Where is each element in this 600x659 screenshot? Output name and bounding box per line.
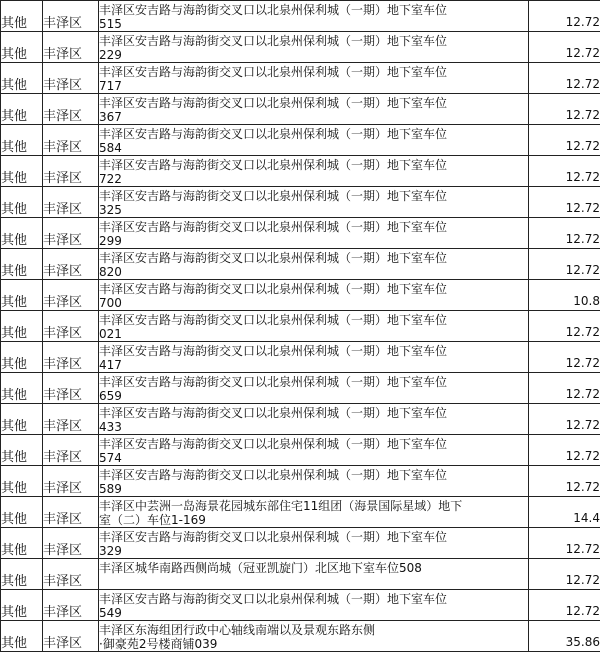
address-line-2: 021 — [99, 327, 122, 341]
type-cell: 其他 — [1, 559, 43, 590]
area-cell — [529, 404, 600, 435]
district-cell: 丰泽区 — [43, 187, 99, 218]
address-line-1: 丰泽区安吉路与海韵街交叉口以北泉州保利城（一期）地下室车位 — [99, 127, 448, 141]
area-value: 12.72 — [565, 387, 600, 401]
table-row — [1, 63, 600, 94]
address-line-2: 433 — [99, 420, 122, 434]
address-cell — [99, 559, 529, 590]
type-cell: 其他 — [1, 125, 43, 156]
district-cell: 丰泽区 — [43, 125, 99, 156]
area-value: 35.86 — [565, 635, 600, 649]
area-cell — [529, 621, 600, 652]
table-row — [1, 311, 600, 342]
table-row — [1, 32, 600, 63]
address-line-1: 丰泽区安吉路与海韵街交叉口以北泉州保利城（一期）地下室车位 — [99, 313, 448, 327]
address-line-1: 丰泽区安吉路与海韵街交叉口以北泉州保利城（一期）地下室车位 — [99, 189, 448, 203]
address-line-2: 820 — [99, 265, 122, 279]
area-cell — [529, 466, 600, 497]
address-line-2: 717 — [99, 79, 122, 93]
type-cell: 其他 — [1, 342, 43, 373]
type-cell: 其他 — [1, 249, 43, 280]
district-cell: 丰泽区 — [43, 590, 99, 621]
address-line-1: 丰泽区安吉路与海韵街交叉口以北泉州保利城（一期）地下室车位 — [99, 375, 448, 389]
area-value: 12.72 — [565, 139, 600, 153]
address-line-1: 丰泽区安吉路与海韵街交叉口以北泉州保利城（一期）地下室车位 — [99, 468, 448, 482]
area-value: 12.72 — [565, 15, 600, 29]
area-cell — [529, 1, 600, 32]
area-value: 12.72 — [565, 170, 600, 184]
address-line-1: 丰泽区城华南路西侧尚城（冠亚凯旋门）北区地下室车位508 — [99, 561, 422, 575]
district-cell: 丰泽区 — [43, 156, 99, 187]
area-cell — [529, 373, 600, 404]
district-cell: 丰泽区 — [43, 621, 99, 652]
table-row — [1, 156, 600, 187]
area-cell — [529, 528, 600, 559]
address-line-1: 丰泽区安吉路与海韵街交叉口以北泉州保利城（一期）地下室车位 — [99, 344, 448, 358]
district-cell: 丰泽区 — [43, 373, 99, 404]
table-body — [1, 1, 600, 652]
address-cell — [99, 187, 529, 218]
address-line-2: 367 — [99, 110, 122, 124]
table-row — [1, 404, 600, 435]
address-line-1: 丰泽区中芸洲一岛海景花园城东部住宅11组团（海景国际星域）地下 — [99, 499, 463, 513]
address-line-1: 丰泽区安吉路与海韵街交叉口以北泉州保利城（一期）地下室车位 — [99, 282, 448, 296]
area-cell — [529, 63, 600, 94]
address-cell — [99, 404, 529, 435]
area-cell — [529, 497, 600, 528]
district-cell: 丰泽区 — [43, 94, 99, 125]
address-line-1: 丰泽区安吉路与海韵街交叉口以北泉州保利城（一期）地下室车位 — [99, 406, 448, 420]
address-line-1: 丰泽区安吉路与海韵街交叉口以北泉州保利城（一期）地下室车位 — [99, 220, 448, 234]
area-value: 12.72 — [565, 604, 600, 618]
address-cell — [99, 280, 529, 311]
district-cell: 丰泽区 — [43, 280, 99, 311]
table-row — [1, 249, 600, 280]
area-cell — [529, 559, 600, 590]
address-line-2: 325 — [99, 203, 122, 217]
address-line-2 — [99, 575, 528, 589]
area-cell — [529, 280, 600, 311]
address-line-2: 584 — [99, 141, 122, 155]
address-line-2: 722 — [99, 172, 122, 186]
address-cell — [99, 63, 529, 94]
address-cell — [99, 435, 529, 466]
type-cell: 其他 — [1, 280, 43, 311]
type-cell: 其他 — [1, 63, 43, 94]
address-line-1: 丰泽区安吉路与海韵街交叉口以北泉州保利城（一期）地下室车位 — [99, 96, 448, 110]
type-cell: 其他 — [1, 590, 43, 621]
type-cell: 其他 — [1, 621, 43, 652]
table-row — [1, 373, 600, 404]
type-cell: 其他 — [1, 187, 43, 218]
area-cell — [529, 311, 600, 342]
area-cell — [529, 187, 600, 218]
table-row — [1, 466, 600, 497]
district-cell: 丰泽区 — [43, 311, 99, 342]
address-cell — [99, 249, 529, 280]
area-cell — [529, 32, 600, 63]
address-line-1: 丰泽区安吉路与海韵街交叉口以北泉州保利城（一期）地下室车位 — [99, 251, 448, 265]
type-cell: 其他 — [1, 311, 43, 342]
address-line-2: 574 — [99, 451, 122, 465]
table-row — [1, 342, 600, 373]
table-row — [1, 280, 600, 311]
address-cell — [99, 94, 529, 125]
type-cell: 其他 — [1, 1, 43, 32]
area-value: 12.72 — [565, 263, 600, 277]
address-line-1: 丰泽区安吉路与海韵街交叉口以北泉州保利城（一期）地下室车位 — [99, 437, 448, 451]
address-cell — [99, 497, 529, 528]
address-line-1: 丰泽区安吉路与海韵街交叉口以北泉州保利城（一期）地下室车位 — [99, 3, 448, 17]
address-line-1: 丰泽区东海组团行政中心轴线南端以及景观东路东侧 — [99, 623, 376, 637]
area-value: 12.72 — [565, 108, 600, 122]
address-line-1: 丰泽区安吉路与海韵街交叉口以北泉州保利城（一期）地下室车位 — [99, 65, 448, 79]
address-cell — [99, 373, 529, 404]
district-cell: 丰泽区 — [43, 404, 99, 435]
address-line-2: ·御豪苑2号楼商铺039 — [99, 637, 218, 651]
address-line-1: 丰泽区安吉路与海韵街交叉口以北泉州保利城（一期）地下室车位 — [99, 158, 448, 172]
table-row — [1, 528, 600, 559]
area-cell — [529, 590, 600, 621]
address-cell — [99, 466, 529, 497]
address-cell — [99, 156, 529, 187]
address-line-2: 659 — [99, 389, 122, 403]
address-line-1: 丰泽区安吉路与海韵街交叉口以北泉州保利城（一期）地下室车位 — [99, 34, 448, 48]
type-cell: 其他 — [1, 435, 43, 466]
type-cell: 其他 — [1, 466, 43, 497]
address-cell — [99, 528, 529, 559]
district-cell: 丰泽区 — [43, 1, 99, 32]
address-line-1: 丰泽区安吉路与海韵街交叉口以北泉州保利城（一期）地下室车位 — [99, 530, 448, 544]
area-value: 12.72 — [565, 232, 600, 246]
table-row — [1, 94, 600, 125]
type-cell: 其他 — [1, 497, 43, 528]
address-cell — [99, 342, 529, 373]
table-row — [1, 559, 600, 590]
district-cell: 丰泽区 — [43, 528, 99, 559]
address-line-2: 549 — [99, 606, 122, 620]
area-value: 12.72 — [565, 480, 600, 494]
area-value: 14.4 — [573, 511, 600, 525]
area-value: 12.72 — [565, 77, 600, 91]
address-line-1: 丰泽区安吉路与海韵街交叉口以北泉州保利城（一期）地下室车位 — [99, 592, 448, 606]
address-cell — [99, 590, 529, 621]
area-cell — [529, 249, 600, 280]
address-cell — [99, 125, 529, 156]
area-value: 12.72 — [565, 325, 600, 339]
address-cell — [99, 1, 529, 32]
table-row — [1, 435, 600, 466]
district-cell: 丰泽区 — [43, 497, 99, 528]
table-row — [1, 1, 600, 32]
address-cell — [99, 32, 529, 63]
district-cell: 丰泽区 — [43, 435, 99, 466]
district-cell: 丰泽区 — [43, 32, 99, 63]
address-line-2: 515 — [99, 17, 122, 31]
district-cell: 丰泽区 — [43, 249, 99, 280]
area-cell — [529, 342, 600, 373]
address-line-2: 229 — [99, 48, 122, 62]
area-value: 12.72 — [565, 418, 600, 432]
table-row — [1, 621, 600, 652]
address-line-2: 室（二）车位1-169 — [99, 513, 206, 527]
address-line-2: 329 — [99, 544, 122, 558]
type-cell: 其他 — [1, 404, 43, 435]
type-cell: 其他 — [1, 373, 43, 404]
area-cell — [529, 218, 600, 249]
area-value: 12.72 — [565, 201, 600, 215]
area-value: 12.72 — [565, 356, 600, 370]
district-cell: 丰泽区 — [43, 559, 99, 590]
type-cell: 其他 — [1, 156, 43, 187]
area-value: 12.72 — [565, 573, 600, 587]
address-cell — [99, 218, 529, 249]
type-cell: 其他 — [1, 94, 43, 125]
district-cell: 丰泽区 — [43, 63, 99, 94]
district-cell: 丰泽区 — [43, 218, 99, 249]
district-cell: 丰泽区 — [43, 342, 99, 373]
table-row — [1, 125, 600, 156]
area-value: 10.8 — [573, 294, 600, 308]
type-cell: 其他 — [1, 32, 43, 63]
address-line-2: 589 — [99, 482, 122, 496]
table-row — [1, 497, 600, 528]
type-cell: 其他 — [1, 528, 43, 559]
table-row — [1, 218, 600, 249]
area-value: 12.72 — [565, 46, 600, 60]
district-cell: 丰泽区 — [43, 466, 99, 497]
area-cell — [529, 435, 600, 466]
area-cell — [529, 125, 600, 156]
area-value: 12.72 — [565, 542, 600, 556]
address-cell — [99, 621, 529, 652]
area-cell — [529, 156, 600, 187]
address-line-2: 417 — [99, 358, 122, 372]
address-line-2: 299 — [99, 234, 122, 248]
type-cell: 其他 — [1, 218, 43, 249]
table-row — [1, 187, 600, 218]
table-row — [1, 590, 600, 621]
area-cell — [529, 94, 600, 125]
address-cell — [99, 311, 529, 342]
area-value: 12.72 — [565, 449, 600, 463]
address-line-2: 700 — [99, 296, 122, 310]
